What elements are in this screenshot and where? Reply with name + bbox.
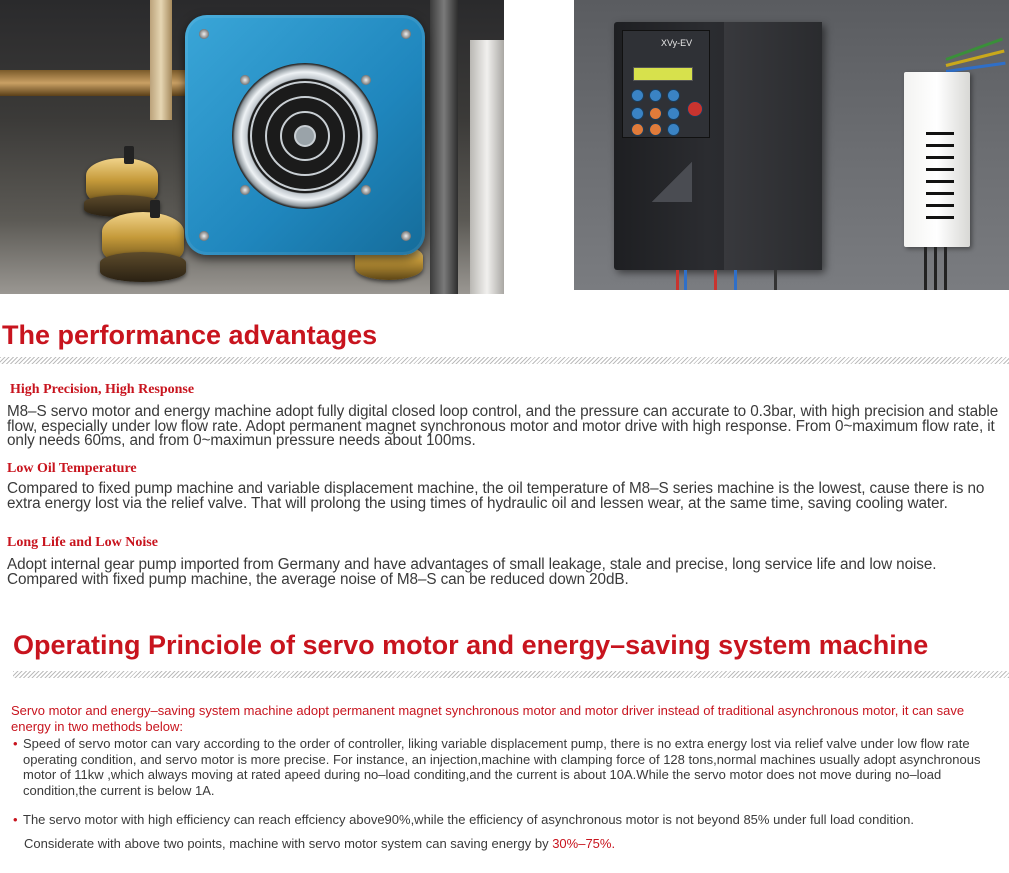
screw-icon: [401, 231, 411, 241]
operating-intro-text: Servo motor and energy–saving system machine adopt permanent magnet synchronous motor and motor driver instead of traditional asynchronous motor, it can save energy in two methods below:: [11, 703, 965, 734]
keypad-button-icon: [667, 107, 680, 120]
keypad-button-icon: [631, 89, 644, 102]
keypad-button-icon: [631, 107, 644, 120]
bolt-shape: [124, 146, 134, 164]
drive-lcd-display: [633, 67, 693, 81]
bolt-shape: [150, 200, 160, 218]
conclusion-text: [24, 836, 615, 852]
drive-logo-icon: [652, 162, 692, 202]
keypad-button-icon: [649, 123, 662, 136]
screw-icon: [240, 185, 250, 195]
frame-shape: [430, 0, 458, 294]
advantage-title-long-life: Long Life and Low Noise: [7, 535, 158, 550]
screw-icon: [199, 29, 209, 39]
keypad-button-icon: [649, 107, 662, 120]
stop-button-icon: [687, 101, 703, 117]
vent-slot: [926, 132, 954, 135]
screw-icon: [240, 75, 250, 85]
bullet-icon: •: [13, 812, 18, 827]
advantage-text-oil-temperature: Compared to fixed pump machine and variable displacement machine, the oil temperature of M8–S series machine is the lowest, cause there is no extra energy lost via the relief valve. That will prolong the using times of hydraulic oil and lessen wear, at the same time, saving cooling water.: [7, 480, 985, 512]
advantage-title-precision: High Precision, High Response: [10, 382, 195, 397]
screw-icon: [361, 185, 371, 195]
frame-shape: [470, 40, 504, 294]
section-divider: [13, 671, 1009, 678]
drive-brand-label: XVy-EV: [661, 38, 693, 48]
wire-shape: [944, 247, 947, 290]
wire-shape: [924, 247, 927, 290]
photo-oil-cooler: [0, 0, 504, 294]
wire-shape: [734, 270, 737, 290]
keypad-button-icon: [667, 123, 680, 136]
vent-slot: [926, 168, 954, 171]
advantage-text-long-life: Adopt internal gear pump imported from Germany and have advantages of small leakage, stale and precise, long service life and low noise. Compared with fixed pump machine, the average noise of M8–S can be reduced down 20dB.: [7, 556, 937, 588]
wire-shape: [774, 270, 777, 290]
advantage-text-precision: M8–S servo motor and energy machine adopt fully digital closed loop control, and the pressure can accurate to 0.3bar, with high precision and stable flow, especially under low flow rate. Adopt permanent magnet synchronous motor and motor drive with high response. From 0~maximum flow rate, it only needs 60ms, and from 0~maximun pressure needs about 100ms.: [7, 403, 999, 450]
drive-side-panel: [724, 22, 822, 270]
conclusion-body: Considerate with above two points, machine with servo motor system can saving energy by: [24, 836, 553, 851]
section-divider: [0, 357, 1009, 364]
servo-drive-unit: [614, 22, 822, 270]
wire-shape: [934, 247, 937, 290]
screw-icon: [361, 75, 371, 85]
section-title-performance: The performance advantages: [2, 320, 378, 350]
vent-slot: [926, 216, 954, 219]
bullet-icon: •: [13, 736, 18, 751]
keypad-button-icon: [667, 89, 680, 102]
emc-filter-unit: [904, 72, 970, 247]
wire-shape: [684, 270, 687, 290]
vent-slot: [926, 156, 954, 159]
vent-slot: [926, 204, 954, 207]
screw-icon: [401, 29, 411, 39]
vent-slot: [926, 180, 954, 183]
coupling-gear: [100, 252, 186, 282]
vent-slot: [926, 192, 954, 195]
list-item-text: The servo motor with high efficiency can reach effciency above90%,while the efficiency of asynchronous motor is not beyond 85% under full load condition.: [23, 812, 915, 827]
photo-servo-drive: [574, 0, 1009, 290]
list-item-text: Speed of servo motor can vary according to the order of controller, liking variable displacement pump, there is no extra energy lost via relief valve under low flow rate operating condition, and servo motor is more precise. For instance, an injection,machine with clamping force of 128 tons,normal machines usually adopt asynchronous motor of 11kw ,which always moving at rated apeed during no–load conditing,and the current is about 10A.While the servo motor does not move during no–load condition,the current is below 1A.: [23, 736, 981, 798]
wire-shape: [676, 270, 679, 290]
screw-icon: [199, 231, 209, 241]
wire-shape: [714, 270, 717, 290]
energy-saving-range: 30%–75%.: [552, 836, 616, 851]
fan-hub: [294, 125, 316, 147]
drive-keypad: [622, 30, 710, 138]
keypad-button-icon: [649, 89, 662, 102]
section-title-operating-principle: Operating Princiole of servo motor and energy–saving system machine: [13, 630, 929, 660]
fan-guard-icon: [232, 63, 378, 209]
vent-slot: [926, 144, 954, 147]
advantage-title-oil-temperature: Low Oil Temperature: [7, 461, 137, 476]
pipe-shape: [150, 0, 172, 120]
keypad-button-icon: [631, 123, 644, 136]
cooler-housing: [185, 15, 425, 255]
